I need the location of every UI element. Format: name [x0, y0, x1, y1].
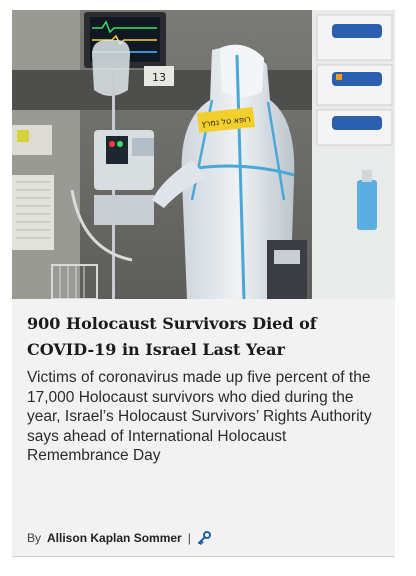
article-summary: Victims of coronavirus made up five percent of the 17,000 Holocaust survivors who died during the year, Israel’s Holocaust Survivors’ Rights Authority says ahead of International Holocaust Remembrance Day	[27, 369, 372, 464]
byline	[27, 529, 211, 547]
article-headline[interactable]: 900 Holocaust Survivors Died of COVID-19 in Israel Last Year	[27, 314, 317, 359]
bed-number: 13	[152, 71, 166, 84]
byline-by-label: By	[27, 531, 42, 545]
sticker-text: רופא טל נמרץ	[201, 114, 252, 129]
byline-separator: |	[187, 531, 191, 545]
author-link[interactable]: Allison Kaplan Sommer	[47, 531, 182, 545]
article-photo[interactable]	[12, 10, 395, 299]
photo-illustration	[12, 10, 395, 299]
key-icon	[197, 531, 211, 545]
article-card[interactable]	[12, 10, 395, 557]
